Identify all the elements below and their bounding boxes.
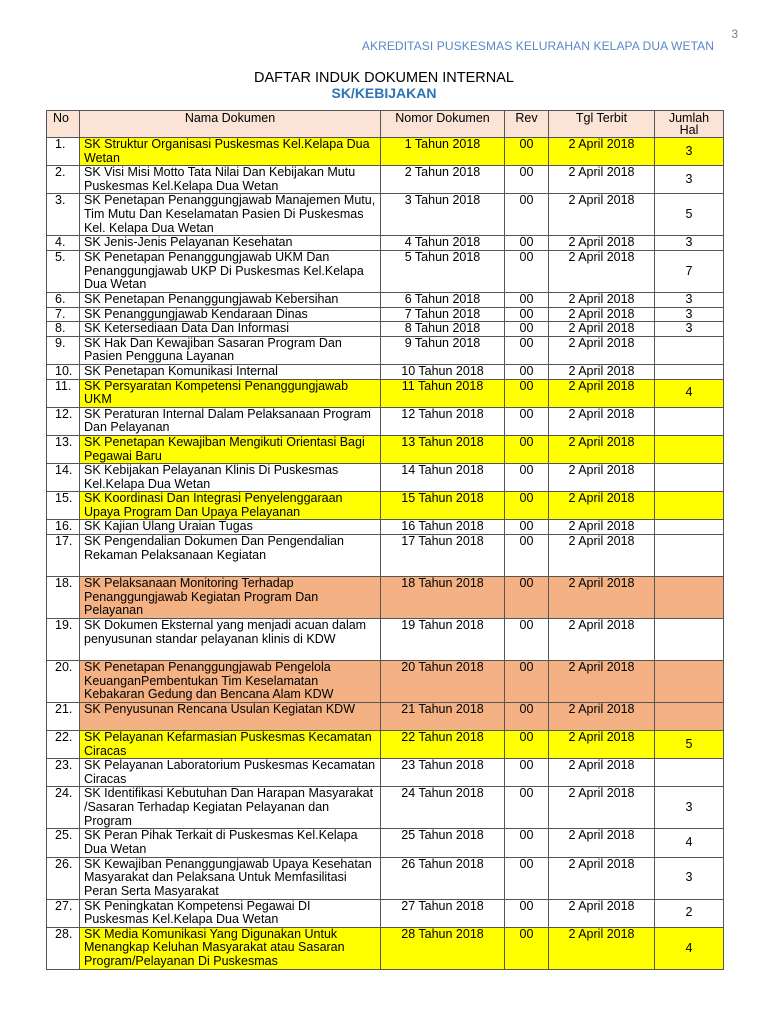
- cell-nomor-dokumen: 20 Tahun 2018: [381, 661, 505, 703]
- cell-nama-dokumen: SK Penetapan Penanggungjawab UKM Dan Penanggungjawab UKP Di Puskesmas Kel.Kelapa Dua Wetan: [80, 250, 381, 292]
- cell-no: 12.: [47, 407, 80, 435]
- cell-tgl-terbit: 2 April 2018: [549, 492, 655, 520]
- cell-nama-dokumen: SK Pengendalian Dokumen Dan Pengendalian Rekaman Pelaksanaan Kegiatan: [80, 535, 381, 577]
- table-row: [47, 661, 724, 703]
- cell-nomor-dokumen: 23 Tahun 2018: [381, 759, 505, 787]
- cell-nomor-dokumen: 9 Tahun 2018: [381, 336, 505, 364]
- cell-jumlah-hal: [655, 336, 724, 364]
- cell-nomor-dokumen: 27 Tahun 2018: [381, 899, 505, 927]
- cell-nomor-dokumen: 18 Tahun 2018: [381, 577, 505, 619]
- cell-tgl-terbit: 2 April 2018: [549, 661, 655, 703]
- cell-nama-dokumen: SK Kebijakan Pelayanan Klinis Di Puskesmas Kel.Kelapa Dua Wetan: [80, 464, 381, 492]
- cell-rev: 00: [505, 407, 549, 435]
- cell-jumlah-hal: 2: [655, 899, 724, 927]
- cell-nomor-dokumen: 11 Tahun 2018: [381, 379, 505, 407]
- cell-jumlah-hal: [655, 407, 724, 435]
- cell-no: 11.: [47, 379, 80, 407]
- table-row: [47, 236, 724, 251]
- cell-jumlah-hal: [655, 759, 724, 787]
- cell-nama-dokumen: SK Penetapan Kewajiban Mengikuti Orientasi Bagi Pegawai Baru: [80, 435, 381, 463]
- table-row: [47, 292, 724, 307]
- cell-nomor-dokumen: 16 Tahun 2018: [381, 520, 505, 535]
- cell-tgl-terbit: 2 April 2018: [549, 194, 655, 236]
- cell-nama-dokumen: SK Penetapan Penanggungjawab Kebersihan: [80, 292, 381, 307]
- table-row: [47, 307, 724, 322]
- cell-rev: 00: [505, 857, 549, 899]
- cell-jumlah-hal: 3: [655, 236, 724, 251]
- cell-nama-dokumen: SK Penyusunan Rencana Usulan Kegiatan KDW: [80, 703, 381, 731]
- cell-no: 7.: [47, 307, 80, 322]
- cell-rev: 00: [505, 899, 549, 927]
- cell-jumlah-hal: [655, 703, 724, 731]
- cell-no: 3.: [47, 194, 80, 236]
- cell-jumlah-hal: 4: [655, 927, 724, 969]
- cell-no: 14.: [47, 464, 80, 492]
- cell-rev: 00: [505, 307, 549, 322]
- cell-rev: 00: [505, 435, 549, 463]
- cell-nomor-dokumen: 1 Tahun 2018: [381, 138, 505, 166]
- table-row: [47, 492, 724, 520]
- cell-jumlah-hal: 3: [655, 857, 724, 899]
- cell-rev: 00: [505, 250, 549, 292]
- cell-rev: 00: [505, 731, 549, 759]
- cell-nomor-dokumen: 5 Tahun 2018: [381, 250, 505, 292]
- cell-tgl-terbit: 2 April 2018: [549, 731, 655, 759]
- cell-jumlah-hal: 5: [655, 194, 724, 236]
- cell-jumlah-hal: 3: [655, 166, 724, 194]
- cell-no: 25.: [47, 829, 80, 857]
- cell-nama-dokumen: SK Pelaksanaan Monitoring Terhadap Penanggungjawab Kegiatan Program Dan Pelayanan: [80, 577, 381, 619]
- table-row: [47, 857, 724, 899]
- cell-nama-dokumen: SK Identifikasi Kebutuhan Dan Harapan Masyarakat /Sasaran Terhadap Kegiatan Pelayanan dan Program: [80, 787, 381, 829]
- column-header-rev: Rev: [505, 111, 549, 138]
- cell-nama-dokumen: SK Penetapan Komunikasi Internal: [80, 364, 381, 379]
- cell-nomor-dokumen: 24 Tahun 2018: [381, 787, 505, 829]
- cell-rev: 00: [505, 927, 549, 969]
- cell-no: 6.: [47, 292, 80, 307]
- cell-tgl-terbit: 2 April 2018: [549, 364, 655, 379]
- cell-no: 20.: [47, 661, 80, 703]
- cell-nama-dokumen: SK Struktur Organisasi Puskesmas Kel.Kelapa Dua Wetan: [80, 138, 381, 166]
- cell-tgl-terbit: 2 April 2018: [549, 703, 655, 731]
- cell-tgl-terbit: 2 April 2018: [549, 166, 655, 194]
- cell-nama-dokumen: SK Peran Pihak Terkait di Puskesmas Kel.Kelapa Dua Wetan: [80, 829, 381, 857]
- cell-rev: 00: [505, 535, 549, 577]
- cell-no: 24.: [47, 787, 80, 829]
- cell-jumlah-hal: 7: [655, 250, 724, 292]
- column-header-no: No: [47, 111, 80, 138]
- cell-no: 8.: [47, 322, 80, 337]
- cell-rev: 00: [505, 336, 549, 364]
- cell-jumlah-hal: [655, 661, 724, 703]
- cell-tgl-terbit: 2 April 2018: [549, 322, 655, 337]
- table-row: [47, 829, 724, 857]
- cell-nama-dokumen: SK Hak Dan Kewajiban Sasaran Program Dan Pasien Pengguna Layanan: [80, 336, 381, 364]
- cell-jumlah-hal: [655, 577, 724, 619]
- cell-no: 26.: [47, 857, 80, 899]
- cell-tgl-terbit: 2 April 2018: [549, 407, 655, 435]
- cell-jumlah-hal: [655, 435, 724, 463]
- cell-nomor-dokumen: 6 Tahun 2018: [381, 292, 505, 307]
- cell-tgl-terbit: 2 April 2018: [549, 138, 655, 166]
- cell-jumlah-hal: [655, 520, 724, 535]
- cell-nomor-dokumen: 22 Tahun 2018: [381, 731, 505, 759]
- cell-tgl-terbit: 2 April 2018: [549, 899, 655, 927]
- cell-jumlah-hal: 3: [655, 292, 724, 307]
- cell-nama-dokumen: SK Peningkatan Kompetensi Pegawai DI Puskesmas Kel.Kelapa Dua Wetan: [80, 899, 381, 927]
- cell-tgl-terbit: 2 April 2018: [549, 236, 655, 251]
- cell-nama-dokumen: SK Kewajiban Penanggungjawab Upaya Kesehatan Masyarakat dan Pelaksana Untuk Memfasilitasi Peran Serta Masyarakat: [80, 857, 381, 899]
- table-body: [47, 138, 724, 970]
- cell-rev: 00: [505, 194, 549, 236]
- cell-no: 5.: [47, 250, 80, 292]
- cell-tgl-terbit: 2 April 2018: [549, 927, 655, 969]
- cell-tgl-terbit: 2 April 2018: [549, 292, 655, 307]
- cell-jumlah-hal: 4: [655, 379, 724, 407]
- table-row: [47, 759, 724, 787]
- cell-rev: 00: [505, 292, 549, 307]
- cell-nomor-dokumen: 13 Tahun 2018: [381, 435, 505, 463]
- cell-nomor-dokumen: 28 Tahun 2018: [381, 927, 505, 969]
- table-row: [47, 535, 724, 577]
- cell-nomor-dokumen: 25 Tahun 2018: [381, 829, 505, 857]
- table-row: [47, 520, 724, 535]
- table-row: [47, 194, 724, 236]
- cell-no: 28.: [47, 927, 80, 969]
- cell-nama-dokumen: SK Persyaratan Kompetensi Penanggungjawab UKM: [80, 379, 381, 407]
- table-row: [47, 435, 724, 463]
- cell-rev: 00: [505, 577, 549, 619]
- cell-jumlah-hal: 4: [655, 829, 724, 857]
- cell-tgl-terbit: 2 April 2018: [549, 829, 655, 857]
- cell-tgl-terbit: 2 April 2018: [549, 787, 655, 829]
- cell-no: 2.: [47, 166, 80, 194]
- cell-nama-dokumen: SK Jenis-Jenis Pelayanan Kesehatan: [80, 236, 381, 251]
- cell-nomor-dokumen: 17 Tahun 2018: [381, 535, 505, 577]
- table-row: [47, 927, 724, 969]
- cell-rev: 00: [505, 379, 549, 407]
- cell-jumlah-hal: 3: [655, 787, 724, 829]
- table-row: [47, 322, 724, 337]
- cell-nama-dokumen: SK Visi Misi Motto Tata Nilai Dan Kebijakan Mutu Puskesmas Kel.Kelapa Dua Wetan: [80, 166, 381, 194]
- column-header-nomor-dokumen: Nomor Dokumen: [381, 111, 505, 138]
- cell-nomor-dokumen: 12 Tahun 2018: [381, 407, 505, 435]
- cell-rev: 00: [505, 166, 549, 194]
- table-row: [47, 166, 724, 194]
- table-row: [47, 577, 724, 619]
- cell-nama-dokumen: SK Kajian Ulang Uraian Tugas: [80, 520, 381, 535]
- cell-rev: 00: [505, 520, 549, 535]
- cell-nomor-dokumen: 3 Tahun 2018: [381, 194, 505, 236]
- cell-no: 18.: [47, 577, 80, 619]
- cell-nomor-dokumen: 8 Tahun 2018: [381, 322, 505, 337]
- cell-no: 21.: [47, 703, 80, 731]
- cell-nama-dokumen: SK Penetapan Penanggungjawab Manajemen Mutu, Tim Mutu Dan Keselamatan Pasien Di Puskesmas Kel. Kelapa Dua Wetan: [80, 194, 381, 236]
- cell-rev: 00: [505, 322, 549, 337]
- cell-nama-dokumen: SK Penetapan Penanggungjawab Pengelola KeuanganPembentukan Tim Keselamatan Kebakaran Gedung dan Bencana Alam KDW: [80, 661, 381, 703]
- cell-jumlah-hal: 5: [655, 731, 724, 759]
- cell-rev: 00: [505, 364, 549, 379]
- table-row: [47, 731, 724, 759]
- cell-jumlah-hal: 3: [655, 307, 724, 322]
- cell-nama-dokumen: SK Pelayanan Kefarmasian Puskesmas Kecamatan Ciracas: [80, 731, 381, 759]
- table-header-row: [47, 111, 724, 138]
- cell-tgl-terbit: 2 April 2018: [549, 520, 655, 535]
- cell-tgl-terbit: 2 April 2018: [549, 307, 655, 322]
- table-row: [47, 464, 724, 492]
- cell-nomor-dokumen: 15 Tahun 2018: [381, 492, 505, 520]
- cell-nama-dokumen: SK Dokumen Eksternal yang menjadi acuan dalam penyusunan standar pelayanan klinis di KDW: [80, 619, 381, 661]
- table-row: [47, 619, 724, 661]
- cell-tgl-terbit: 2 April 2018: [549, 250, 655, 292]
- cell-tgl-terbit: 2 April 2018: [549, 759, 655, 787]
- cell-jumlah-hal: [655, 492, 724, 520]
- cell-tgl-terbit: 2 April 2018: [549, 435, 655, 463]
- cell-tgl-terbit: 2 April 2018: [549, 379, 655, 407]
- cell-tgl-terbit: 2 April 2018: [549, 535, 655, 577]
- cell-jumlah-hal: 3: [655, 138, 724, 166]
- cell-rev: 00: [505, 787, 549, 829]
- table-row: [47, 336, 724, 364]
- cell-nomor-dokumen: 21 Tahun 2018: [381, 703, 505, 731]
- header-title: AKREDITASI PUSKESMAS KELURAHAN KELAPA DUA WETAN: [361, 39, 714, 53]
- document-subtitle: SK/KEBIJAKAN: [331, 85, 437, 101]
- cell-nama-dokumen: SK Ketersediaan Data Dan Informasi: [80, 322, 381, 337]
- cell-rev: 00: [505, 661, 549, 703]
- cell-rev: 00: [505, 492, 549, 520]
- table-row: [47, 364, 724, 379]
- cell-no: 17.: [47, 535, 80, 577]
- document-title: DAFTAR INDUK DOKUMEN INTERNAL: [254, 70, 514, 86]
- cell-tgl-terbit: 2 April 2018: [549, 464, 655, 492]
- cell-rev: 00: [505, 703, 549, 731]
- cell-no: 15.: [47, 492, 80, 520]
- cell-rev: 00: [505, 464, 549, 492]
- cell-no: 23.: [47, 759, 80, 787]
- cell-jumlah-hal: [655, 535, 724, 577]
- document-table: [46, 110, 724, 970]
- table-row: [47, 379, 724, 407]
- cell-tgl-terbit: 2 April 2018: [549, 577, 655, 619]
- cell-no: 1.: [47, 138, 80, 166]
- cell-rev: 00: [505, 759, 549, 787]
- cell-no: 9.: [47, 336, 80, 364]
- table-row: [47, 407, 724, 435]
- cell-nama-dokumen: SK Peraturan Internal Dalam Pelaksanaan Program Dan Pelayanan: [80, 407, 381, 435]
- cell-jumlah-hal: [655, 464, 724, 492]
- page-number: 3: [731, 27, 738, 41]
- cell-no: 16.: [47, 520, 80, 535]
- table-row: [47, 250, 724, 292]
- table-row: [47, 703, 724, 731]
- cell-no: 27.: [47, 899, 80, 927]
- cell-nama-dokumen: SK Koordinasi Dan Integrasi Penyelenggaraan Upaya Program Dan Upaya Pelayanan: [80, 492, 381, 520]
- cell-rev: 00: [505, 829, 549, 857]
- cell-rev: 00: [505, 138, 549, 166]
- cell-tgl-terbit: 2 April 2018: [549, 619, 655, 661]
- cell-jumlah-hal: 3: [655, 322, 724, 337]
- cell-nama-dokumen: SK Pelayanan Laboratorium Puskesmas Kecamatan Ciracas: [80, 759, 381, 787]
- cell-no: 19.: [47, 619, 80, 661]
- cell-nama-dokumen: SK Media Komunikasi Yang Digunakan Untuk Menangkap Keluhan Masyarakat atau Sasaran Program/Pelayanan Di Puskesmas: [80, 927, 381, 969]
- column-header-jumlah-hal: Jumlah Hal: [655, 111, 724, 138]
- cell-rev: 00: [505, 236, 549, 251]
- cell-nomor-dokumen: 19 Tahun 2018: [381, 619, 505, 661]
- cell-nama-dokumen: SK Penanggungjawab Kendaraan Dinas: [80, 307, 381, 322]
- cell-nomor-dokumen: 26 Tahun 2018: [381, 857, 505, 899]
- cell-no: 4.: [47, 236, 80, 251]
- cell-tgl-terbit: 2 April 2018: [549, 857, 655, 899]
- cell-nomor-dokumen: 14 Tahun 2018: [381, 464, 505, 492]
- cell-nomor-dokumen: 10 Tahun 2018: [381, 364, 505, 379]
- table-row: [47, 787, 724, 829]
- cell-tgl-terbit: 2 April 2018: [549, 336, 655, 364]
- cell-no: 22.: [47, 731, 80, 759]
- cell-nomor-dokumen: 7 Tahun 2018: [381, 307, 505, 322]
- column-header-tgl-terbit: Tgl Terbit: [549, 111, 655, 138]
- cell-no: 13.: [47, 435, 80, 463]
- cell-jumlah-hal: [655, 619, 724, 661]
- cell-rev: 00: [505, 619, 549, 661]
- cell-no: 10.: [47, 364, 80, 379]
- cell-nomor-dokumen: 2 Tahun 2018: [381, 166, 505, 194]
- column-header-nama-dokumen: Nama Dokumen: [80, 111, 381, 138]
- table-row: [47, 138, 724, 166]
- cell-jumlah-hal: [655, 364, 724, 379]
- cell-nomor-dokumen: 4 Tahun 2018: [381, 236, 505, 251]
- table-row: [47, 899, 724, 927]
